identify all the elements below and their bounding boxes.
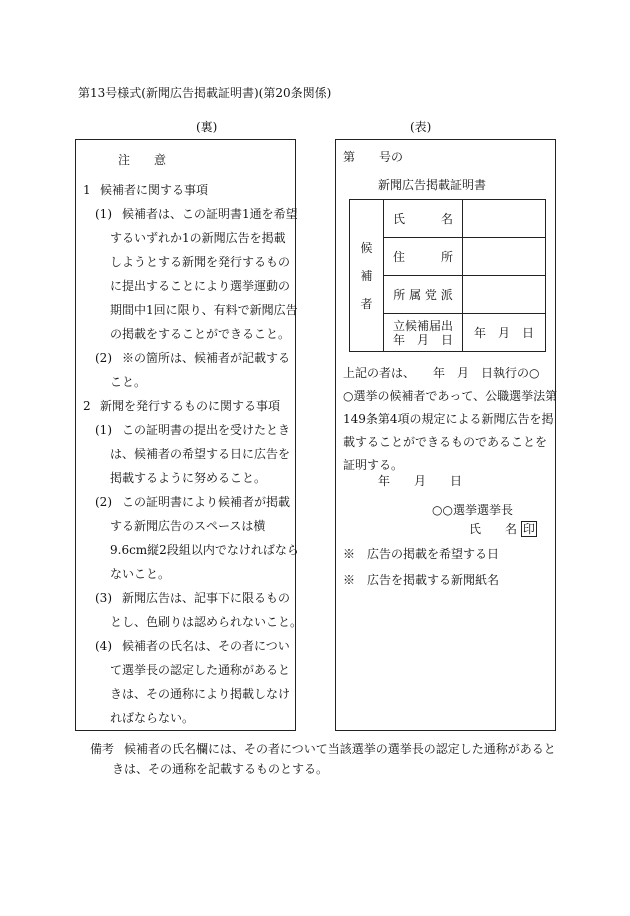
signature-label: 氏 名: [469, 522, 518, 536]
item-line: 掲載するように努めること。: [110, 471, 267, 485]
body-line: 証明する。: [343, 458, 404, 472]
item-line: 候補者の氏名は、その者につい: [122, 639, 290, 653]
item-number: (1): [95, 207, 112, 221]
remark-line: 候補者の氏名欄には、その者について当該選挙の選挙長の認定した通称があると: [124, 742, 556, 756]
item-number: (2): [95, 351, 112, 365]
item-line: きは、その通称により掲載しなけ: [110, 687, 291, 701]
front-panel: [335, 139, 556, 731]
item-number: (3): [95, 591, 112, 605]
back-panel: [75, 139, 303, 731]
election-official: ○○選挙選挙長: [432, 503, 513, 517]
signature-line: [469, 521, 537, 537]
section-title: 候補者に関する事項: [100, 183, 209, 197]
body-line: 上記の者は、 年 月 日執行の○: [343, 366, 540, 380]
front-label: (表): [410, 120, 432, 134]
item-line: 新聞広告は、記事下に限るもの: [122, 591, 291, 605]
section-number: 2: [83, 399, 91, 413]
item-line: する新聞広告のスペースは横: [110, 519, 266, 533]
address-label: 住 所: [384, 238, 463, 276]
filing-label-line2: 年 月 日: [392, 332, 453, 347]
candidate-char: 候: [360, 240, 373, 255]
item-line: て選挙長の認定した通称があると: [110, 663, 291, 677]
item-line: は、候補者の希望する日に広告を: [110, 447, 291, 461]
section-number: 1: [83, 183, 91, 197]
certificate-number: 第 号の: [343, 150, 404, 164]
candidate-char: 者: [360, 296, 373, 311]
section-title: 新聞を発行するものに関する事項: [100, 399, 281, 413]
note-newspaper-name[interactable]: ※ 広告を掲載する新聞紙名: [343, 573, 500, 587]
item-line: に提出することにより選挙運動の: [110, 279, 291, 293]
item-line: の掲載をすることができること。: [110, 327, 291, 341]
item-number: (2): [95, 495, 112, 509]
filing-date-value[interactable]: 年 月 日: [463, 314, 546, 352]
item-number: (4): [95, 639, 112, 653]
party-label: 所 属 党 派: [384, 276, 463, 314]
body-line: 149条第4項の規定による新聞広告を掲: [343, 412, 554, 426]
item-line: しようとする新聞を発行するもの: [110, 255, 291, 269]
candidate-char: 補: [360, 268, 373, 283]
item-line: 期間中1回に限り、有料で新聞広告: [110, 303, 298, 317]
remark-label: 備考: [90, 742, 115, 756]
item-line: ※の箇所は、候補者が記載する: [122, 351, 291, 365]
item-line: とし、色刷りは認められないこと。: [110, 615, 303, 629]
body-line: ○選挙の候補者であって、公職選挙法第: [343, 389, 558, 403]
item-number: (1): [95, 423, 112, 437]
body-line: 載することができるものであることを: [343, 435, 548, 449]
note-desired-date[interactable]: ※ 広告の掲載を希望する日: [343, 547, 500, 561]
item-line: 候補者は、この証明書1通を希望: [122, 207, 298, 221]
form-title: 第13号様式(新聞広告掲載証明書)(第20条関係): [78, 86, 332, 100]
item-line: ればならない。: [110, 711, 195, 725]
certificate-title: 新聞広告掲載証明書: [378, 178, 487, 192]
name-label: 氏 名: [384, 200, 463, 238]
remark-line: きは、その通称を記載するものとする。: [112, 762, 329, 776]
item-line: こと。: [110, 375, 147, 389]
item-line: この証明書の提出を受けたとき: [122, 423, 291, 437]
filing-label-line1: 立候補届出: [392, 318, 453, 333]
caution-heading: 注 意: [118, 153, 167, 167]
address-value[interactable]: [463, 238, 546, 276]
item-line: 9.6cm縦2段組以内でなければなら: [110, 543, 299, 557]
back-label: (裏): [196, 120, 218, 134]
item-line: するいずれか1の新聞広告を掲載: [110, 231, 286, 245]
seal-mark: 印: [522, 522, 535, 536]
certification-date: 年 月 日: [378, 474, 463, 488]
name-value[interactable]: [463, 200, 546, 238]
candidate-table: [349, 199, 546, 352]
party-value[interactable]: [463, 276, 546, 314]
item-line: この証明書により候補者が掲載: [122, 495, 291, 509]
candidate-label-cell: [350, 200, 384, 352]
filing-date-label: [384, 314, 463, 352]
item-line: ないこと。: [110, 567, 171, 581]
